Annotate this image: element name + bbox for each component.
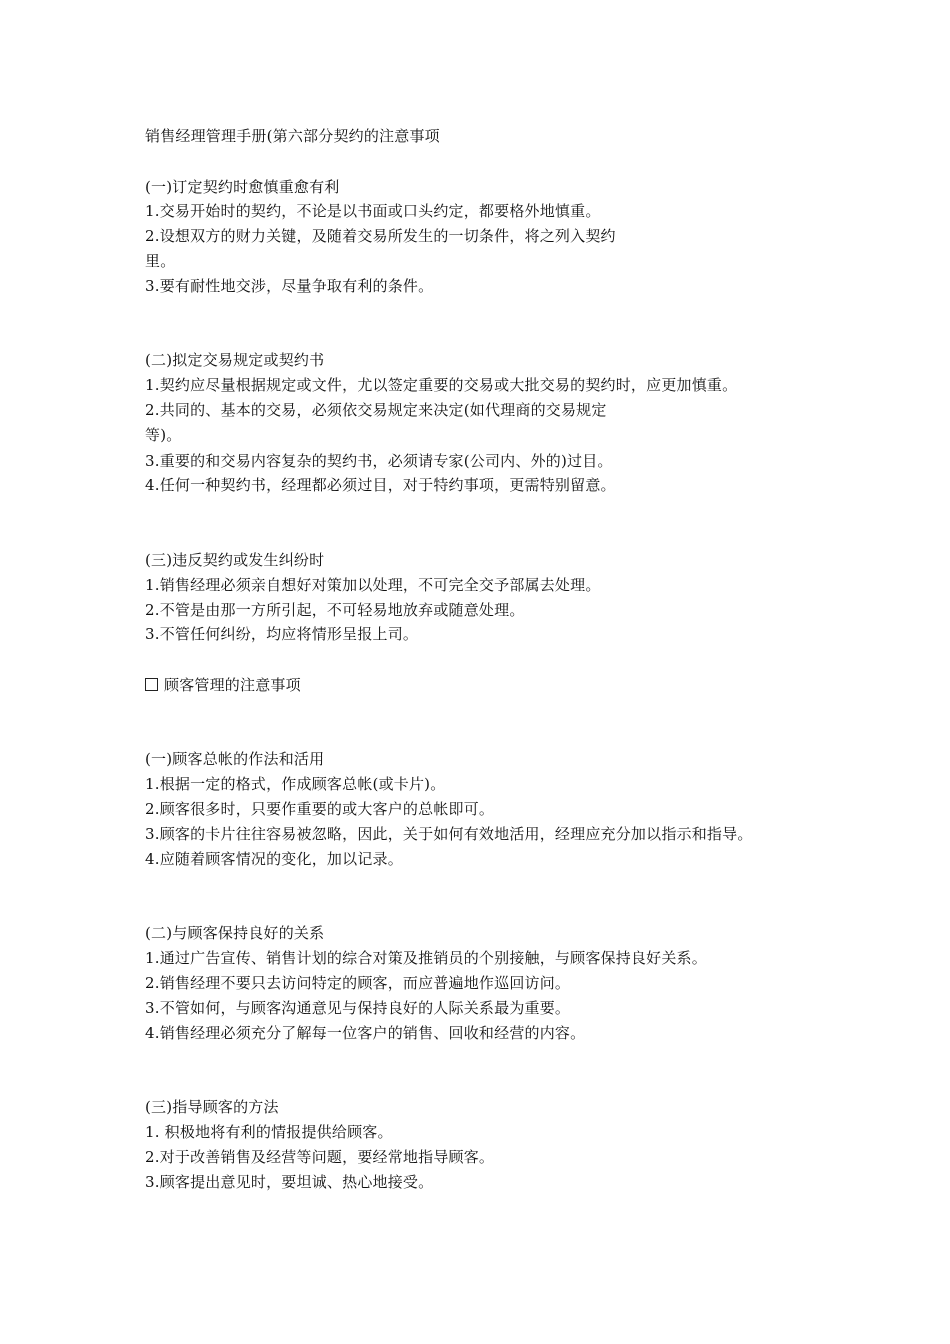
list-item: 1. 积极地将有利的情报提供给顾客。 (145, 1123, 393, 1141)
list-item-continuation: 里。 (145, 252, 176, 270)
list-item: 1.通过广告宣传、销售计划的综合对策及推销员的个别接触，与顾客保持良好关系。 (145, 949, 707, 967)
list-item: 2.顾客很多时，只要作重要的或大客户的总帐即可。 (145, 800, 495, 818)
list-item: 3.顾客的卡片往往容易被忽略，因此，关于如何有效地活用，经理应充分加以指示和指导。 (145, 825, 753, 843)
list-item: 3.重要的和交易内容复杂的契约书，必须请专家(公司内、外的)过目。 (145, 452, 613, 470)
list-item: 3.不管如何，与顾客沟通意见与保持良好的人际关系最为重要。 (145, 999, 571, 1017)
list-item: 4.销售经理必须充分了解每一位客户的销售、回收和经营的内容。 (145, 1024, 586, 1042)
list-item: 1.契约应尽量根据规定或文件，尤以签定重要的交易或大批交易的契约时，应更加慎重。 (145, 376, 738, 394)
square-bullet-icon (145, 678, 158, 691)
list-item: 1.交易开始时的契约，不论是以书面或口头约定，都要格外地慎重。 (145, 202, 601, 220)
section-heading: (三)指导顾客的方法 (145, 1098, 279, 1116)
list-item: 3.顾客提出意见时，要坦诚、热心地接受。 (145, 1173, 434, 1191)
list-item: 1.根据一定的格式，作成顾客总帐(或卡片)。 (145, 775, 446, 793)
list-item: 2.共同的、基本的交易，必须依交易规定来决定(如代理商的交易规定 (145, 401, 607, 419)
section-heading: (一)顾客总帐的作法和活用 (145, 750, 325, 768)
list-item-continuation: 等)。 (145, 426, 182, 444)
section-heading: (二)与顾客保持良好的关系 (145, 924, 325, 942)
section-heading: (三)违反契约或发生纠纷时 (145, 551, 325, 569)
list-item: 2.不管是由那一方所引起，不可轻易地放弃或随意处理。 (145, 601, 525, 619)
part-heading-text: 顾客管理的注意事项 (164, 676, 301, 694)
list-item: 3.要有耐性地交涉，尽量争取有利的条件。 (145, 277, 434, 295)
list-item: 2.对于改善销售及经营等问题，要经常地指导顾客。 (145, 1148, 495, 1166)
section-heading: (二)拟定交易规定或契约书 (145, 351, 325, 369)
list-item: 3.不管任何纠纷，均应将情形呈报上司。 (145, 625, 419, 643)
list-item: 2.设想双方的财力关键，及随着交易所发生的一切条件，将之列入契约 (145, 227, 616, 245)
list-item: 1.销售经理必须亲自想好对策加以处理，不可完全交予部属去处理。 (145, 576, 601, 594)
document-title: 销售经理管理手册(第六部分契约的注意事项 (145, 127, 440, 145)
list-item: 2.销售经理不要只去访问特定的顾客，而应普遍地作巡回访问。 (145, 974, 571, 992)
part-heading (145, 675, 301, 695)
list-item: 4.任何一种契约书，经理都必须过目，对于特约事项，更需特别留意。 (145, 476, 616, 494)
list-item: 4.应随着顾客情况的变化，加以记录。 (145, 850, 403, 868)
section-heading: (一)订定契约时愈慎重愈有利 (145, 178, 340, 196)
